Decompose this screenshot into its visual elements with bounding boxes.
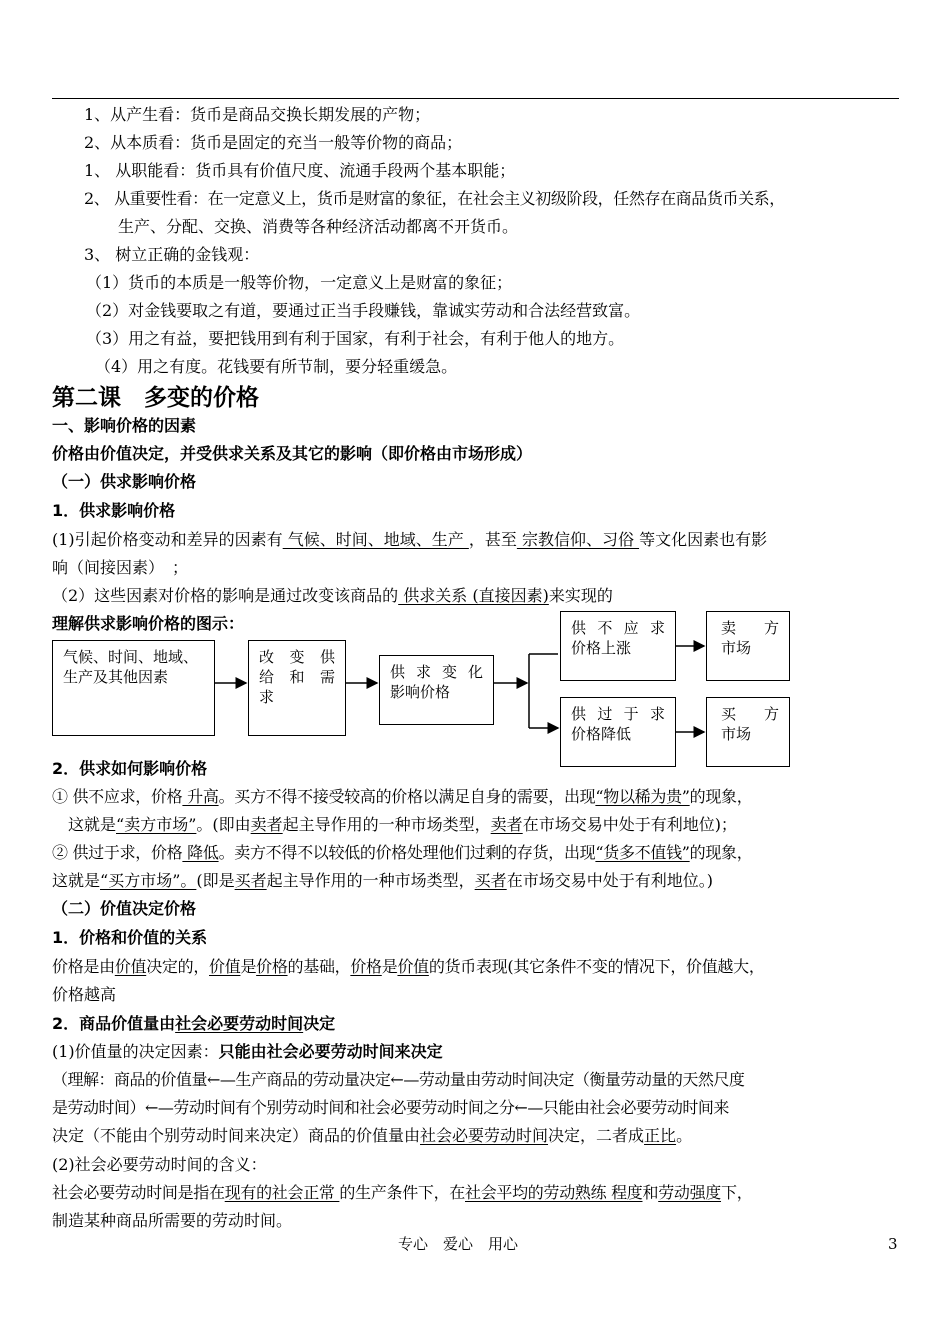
- point-title: 2．商品价值量由社会必要劳动时间决定: [52, 1014, 336, 1033]
- diagram-box-supply-demand: 改变供 给和需 求: [248, 640, 346, 736]
- paragraph-line: ① 供不应求，价格 升高。买方不得不接受较高的价格以满足自身的需要，出现“物以稀为贵”的现象，: [52, 787, 753, 806]
- lesson-title: 第二课 多变的价格: [52, 385, 259, 411]
- subsection-title: （一）供求影响价格: [52, 472, 197, 491]
- paragraph-line: 价格越高: [52, 985, 117, 1004]
- diagram-box-seller-market: 卖 方 市场: [706, 611, 790, 681]
- paragraph-line: 价格是由价值决定的，价值是价格的基础，价格是价值的货币表现(其它条件不变的情况下，价值越大，: [52, 957, 765, 976]
- diagram-box-buyer-market: 买 方 市场: [706, 697, 790, 767]
- list-item: （3）用之有益，要把钱用到有利于国家，有利于社会，有利于他人的地方。: [86, 329, 625, 348]
- paragraph-line: 这就是“卖方市场”。(即由卖者起主导作用的一种市场类型，卖者在市场交易中处于有利地位)；: [68, 815, 737, 834]
- paragraph-line: （2）这些因素对价格的影响是通过改变该商品的 供求关系 (直接因素)来实现的: [52, 586, 613, 605]
- list-item: 1、 从职能看：货币具有价值尺度、流通手段两个基本职能；: [84, 161, 516, 180]
- diagram-box-factors: 气候、时间、地域、 生产及其他因素: [52, 640, 215, 736]
- list-item: 2、从本质看：货币是固定的充当一般等价物的商品；: [84, 133, 463, 152]
- diagram-title: 理解供求影响价格的图示：: [52, 614, 245, 633]
- diagram-box-shortage: 供不应求 价格上涨: [560, 611, 676, 681]
- paragraph-line: 制造某种商品所需要的劳动时间。: [52, 1211, 293, 1230]
- list-item: （4）用之有度。花钱要有所节制，要分轻重缓急。: [95, 357, 458, 376]
- paragraph-line: ② 供过于求，价格 降低。卖方不得不以较低的价格处理他们过剩的存货，出现“货多不值钱”的现象，: [52, 843, 753, 862]
- list-item: 1、从产生看：货币是商品交换长期发展的产物；: [84, 105, 431, 124]
- paragraph-line: 响（间接因素） ；: [52, 558, 189, 577]
- section-title: 一、影响价格的因素: [52, 416, 197, 435]
- paragraph-line: (2)社会必要劳动时间的含义：: [52, 1155, 267, 1174]
- list-item: 3、 树立正确的金钱观：: [84, 245, 260, 264]
- list-item: （2）对金钱要取之有道，要通过正当手段赚钱，靠诚实劳动和合法经营致富。: [86, 301, 641, 320]
- list-item: （1）货币的本质是一般等价物，一定意义上是财富的象征；: [86, 273, 513, 292]
- paragraph-line: 是劳动时间）←—劳动时间有个别劳动时间和社会必要劳动时间之分←—只能由社会必要劳动时间来: [52, 1098, 729, 1117]
- paragraph-line: (1)价值量的决定因素：只能由社会必要劳动时间来决定: [52, 1042, 443, 1061]
- point-title: 1．供求影响价格: [52, 501, 176, 520]
- list-item: 2、 从重要性看：在一定意义上，货币是财富的象征，在社会主义初级阶段，任然存在商品货币关系，: [84, 189, 785, 208]
- point-title: 1．价格和价值的关系: [52, 928, 208, 947]
- page-number: 3: [888, 1235, 898, 1253]
- paragraph-line: 决定（不能由个别劳动时间来决定）商品的价值量由社会必要劳动时间决定，二者成正比。: [52, 1126, 693, 1145]
- paragraph-line: 社会必要劳动时间是指在现有的社会正常 的生产条件下，在社会平均的劳动熟练 程度和劳动强度下，: [52, 1183, 753, 1202]
- list-item: 生产、分配、交换、消费等各种经济活动都离不开货币。: [118, 217, 519, 236]
- paragraph-line: （理解：商品的价值量←—生产商品的劳动量决定←—劳动量由劳动时间决定（衡量劳动量的天然尺度: [52, 1070, 745, 1089]
- subsection-title: （二）价值决定价格: [52, 899, 197, 918]
- section-summary: 价格由价值决定，并受供求关系及其它的影响（即价格由市场形成）: [52, 444, 533, 463]
- diagram-box-surplus: 供过于求 价格降低: [560, 697, 676, 767]
- diagram-box-price-change: 供求变化 影响价格: [379, 655, 494, 725]
- paragraph-line: 这就是“买方市场”。(即是买者起主导作用的一种市场类型，买者在市场交易中处于有利地位。): [52, 871, 713, 890]
- footer-text: 专心 爱心 用心: [398, 1235, 519, 1253]
- point-title: 2．供求如何影响价格: [52, 759, 208, 778]
- paragraph-line: (1)引起价格变动和差异的因素有 气候、时间、地域、生产 ，甚至 宗教信仰、习俗 等文化因素也有影: [52, 530, 768, 549]
